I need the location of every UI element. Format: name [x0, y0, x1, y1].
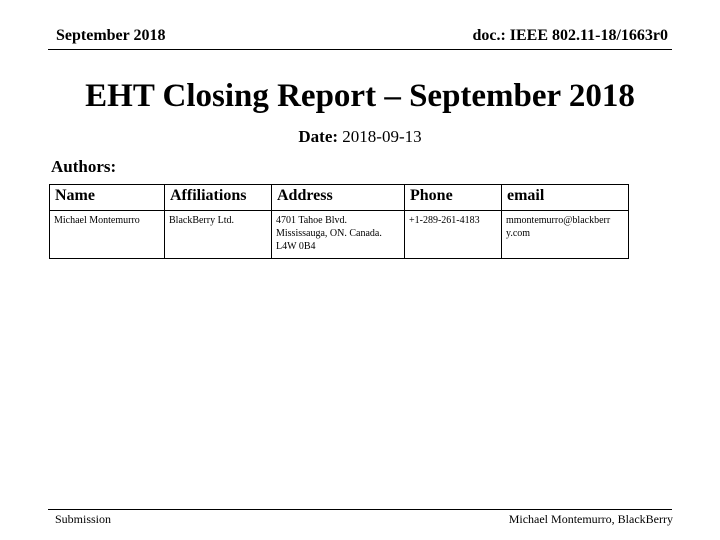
date-label: Date: — [298, 127, 339, 146]
authors-label: Authors: — [51, 157, 117, 176]
column-header-email: email — [502, 185, 629, 211]
address-line-1: 4701 Tahoe Blvd. — [276, 215, 348, 226]
footer-divider — [48, 509, 672, 510]
column-header-affiliations: Affiliations — [165, 185, 272, 211]
author-email — [502, 211, 629, 259]
header-doc-id: doc.: IEEE 802.11-18/1663r0 — [472, 27, 668, 44]
footer-submission: Submission — [55, 512, 112, 526]
column-header-name: Name — [50, 185, 165, 211]
date-line — [0, 127, 720, 147]
address-line-2: Mississauga, ON. Canada. — [276, 228, 382, 239]
author-affiliation: BlackBerry Ltd. — [165, 211, 272, 259]
author-address — [272, 211, 405, 259]
slide-title: EHT Closing Report – September 2018 — [85, 78, 635, 114]
date-value: 2018-09-13 — [342, 127, 422, 146]
author-phone: +1-289-261-4183 — [405, 211, 502, 259]
address-line-3: L4W 0B4 — [276, 241, 316, 252]
header-date: September 2018 — [56, 27, 166, 44]
email-line-1: mmontemurro@blackberr — [506, 215, 611, 226]
author-name: Michael Montemurro — [50, 211, 165, 259]
footer-author: Michael Montemurro, BlackBerry — [508, 512, 673, 526]
table-row — [50, 211, 629, 259]
column-header-address: Address — [272, 185, 405, 211]
header-divider — [48, 49, 672, 50]
email-line-2: y.com — [506, 228, 531, 239]
authors-table — [49, 184, 629, 259]
column-header-phone: Phone — [405, 185, 502, 211]
table-header-row — [50, 185, 629, 211]
